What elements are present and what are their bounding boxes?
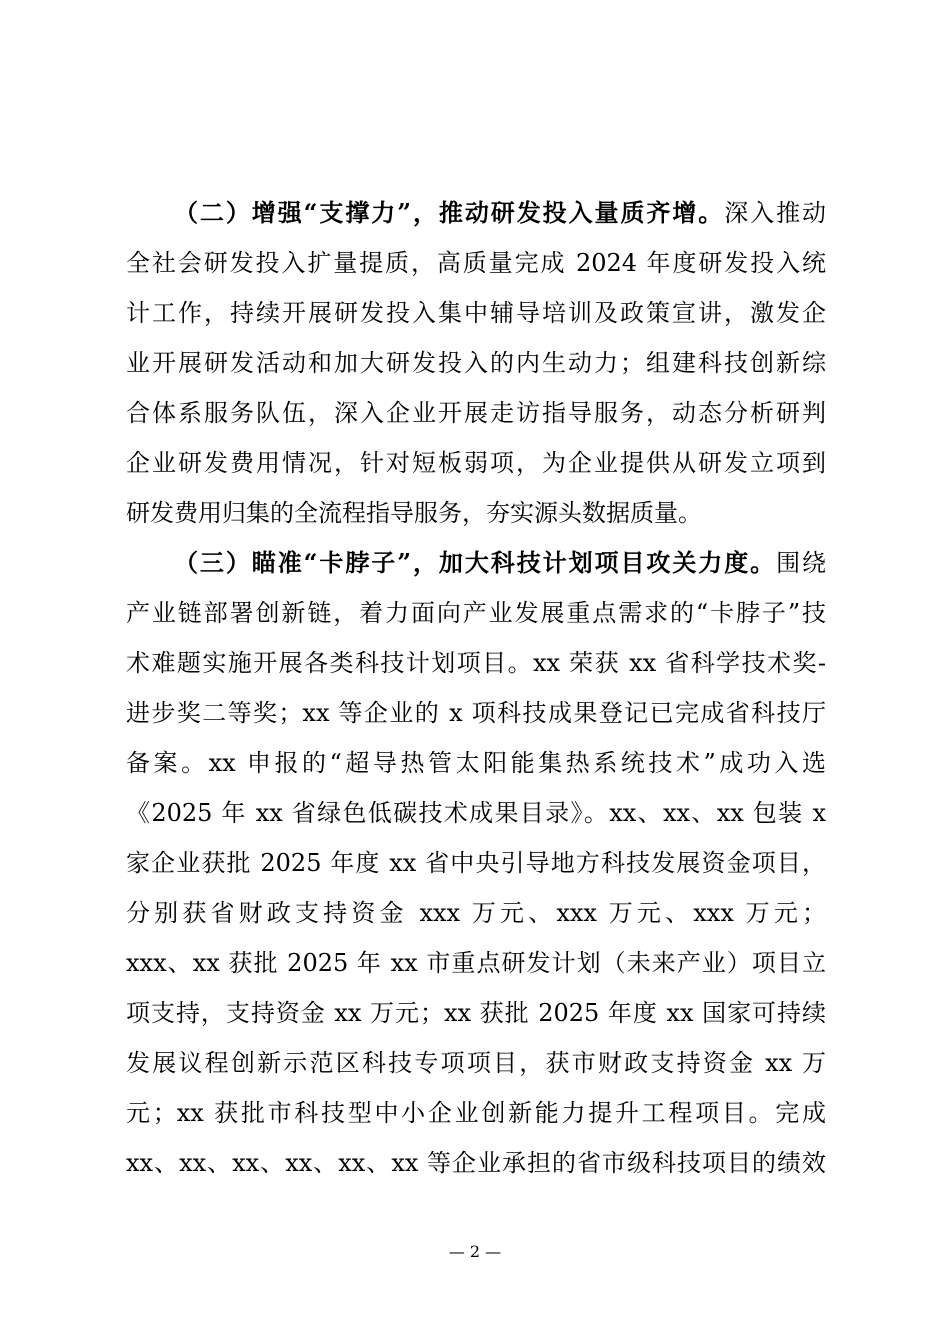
paragraph-line: 《2025 年 xx 省绿色低碳技术成果目录》。xx、xx、xx 包装 x xyxy=(126,799,826,827)
paragraph-line xyxy=(126,538,826,588)
paragraph-line xyxy=(126,188,826,238)
paragraph-line: 分别获省财政支持资金 xxx 万元、xxx 万元、xxx 万元； xyxy=(126,899,826,927)
paragraph-line: 项支持，支持资金 xx 万元；xx 获批 2025 年度 xx 国家可持续 xyxy=(126,999,826,1027)
paragraph-line: xxx、xx 获批 2025 年 xx 市重点研发计划（未来产业）项目立 xyxy=(126,949,826,977)
section-heading: （三）瞄准“卡脖子”，加大科技计划项目攻关力度。 xyxy=(174,548,777,577)
paragraph-line: 家企业获批 2025 年度 xx 省中央引导地方科技发展资金项目， xyxy=(126,849,826,877)
section-heading: （二）增强“支撑力”，推动研发投入量质齐增。 xyxy=(174,198,725,227)
paragraph-line: 产业链部署创新链，着力面向产业发展重点需求的“卡脖子”技 xyxy=(126,599,826,627)
paragraph-text: 围绕 xyxy=(776,549,826,577)
paragraph-line: 元；xx 获批市科技型中小企业创新能力提升工程项目。完成 xyxy=(126,1099,826,1127)
paragraph-line: 备案。xx 申报的“超导热管太阳能集热系统技术”成功入选 xyxy=(126,749,826,777)
paragraph-line: 进步奖二等奖；xx 等企业的 x 项科技成果登记已完成省科技厅 xyxy=(126,699,826,727)
paragraph-line: xx、xx、xx、xx、xx、xx 等企业承担的省市级科技项目的绩效 xyxy=(126,1149,826,1177)
paragraph-text: 深入推动 xyxy=(724,199,826,227)
paragraph-line: 研发费用归集的全流程指导服务，夯实源头数据质量。 xyxy=(126,499,702,527)
document-body xyxy=(126,188,826,1188)
paragraph-line: 业开展研发活动和加大研发投入的内生动力；组建科技创新综 xyxy=(126,349,826,377)
paragraph-line: 计工作，持续开展研发投入集中辅导培训及政策宣讲，激发企 xyxy=(126,299,826,327)
paragraph-line: 合体系服务队伍，深入企业开展走访指导服务，动态分析研判 xyxy=(126,399,826,427)
paragraph-line: 发展议程创新示范区科技专项项目，获市财政支持资金 xx 万 xyxy=(126,1049,826,1077)
paragraph-line: 术难题实施开展各类科技计划项目。xx 荣获 xx 省科学技术奖- xyxy=(126,649,826,677)
page-number: — 2 — xyxy=(448,1242,502,1261)
paragraph-line: 全社会研发投入扩量提质，高质量完成 2024 年度研发投入统 xyxy=(126,249,826,277)
paragraph-line: 企业研发费用情况，针对短板弱项，为企业提供从研发立项到 xyxy=(126,449,826,477)
